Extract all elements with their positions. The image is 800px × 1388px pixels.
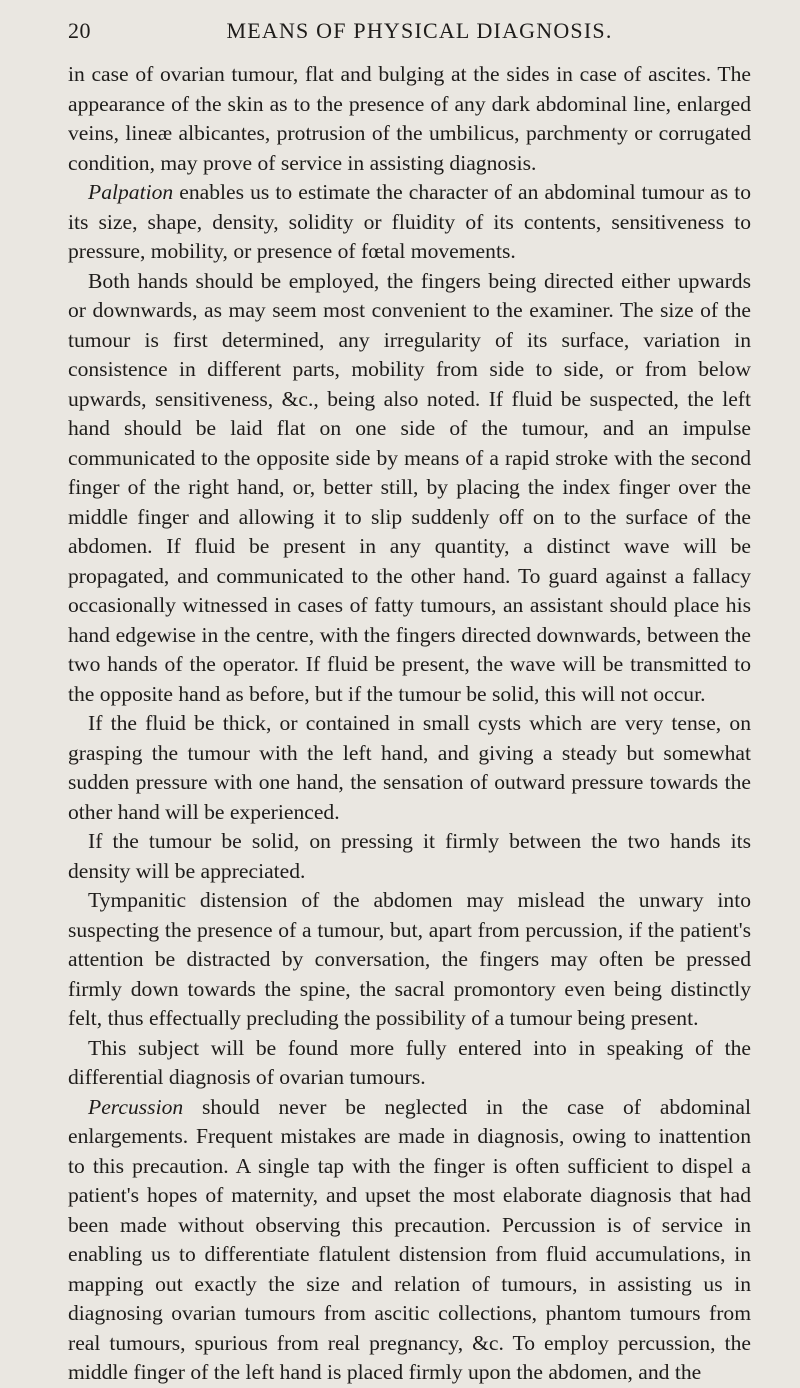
paragraph-text: If the tumour be solid, on pressing it firmly between the two hands its density will be appreciated. (68, 829, 751, 883)
paragraph-text: Both hands should be employed, the fingers being directed either upwards or downwards, as may seem most convenient to the examiner. The size of the tumour is first determined, any irregularity of its surface, variation in consistence in different parts, mobility from side to side, or from below upwards, sensitiveness, &c., being also noted. If fluid be suspected, the left hand should be laid flat on one side of the tumour, and an impulse communicated to the opposite side by means of a rapid stroke with the second finger of the right hand, or, better still, by placing the index finger over the middle finger and allowing it to slip suddenly off on to the surface of the abdomen. If fluid be present in any quantity, a distinct wave will be propagated, and communicated to the other hand. To guard against a fallacy occasionally witnessed in cases of fatty tumours, an assistant should place his hand edgewise in the centre, with the fingers directed downwards, between the two hands of the operator. If fluid be present, the wave will be transmitted to the opposite hand as before, but if the tumour be solid, this will not occur. (68, 268, 751, 706)
paragraph-text: should never be neglected in the case of abdominal enlargements. Frequent mistakes are made in diagnosis, owing to inattention to this precaution. A single tap with the finger is often sufficient to dispel a patient's hopes of maternity, and upset the most elaborate diagnosis that had been made without observing this precaution. Percussion is of service in enabling us to differentiate flatulent distension from fluid accumulations, in mapping out exactly the size and relation of tumours, in assisting us in diagnosing ovarian tumours from ascitic collections, phantom tumours from real tumours, spurious from real pregnancy, &c. To employ percussion, the middle finger of the left hand is placed firmly upon the abdomen, and the (68, 1094, 751, 1384)
paragraph (68, 709, 751, 827)
paragraph-percussion (68, 1093, 751, 1388)
paragraph-text: in case of ovarian tumour, flat and bulging at the sides in case of ascites. The appearance of the skin as to the presence of any dark abdominal line, enlarged veins, lineæ albicantes, protrusion of the umbilicus, parchmenty or corrugated condition, may prove of service in assisting diagnosis. (68, 62, 751, 175)
running-title: MEANS OF PHYSICAL DIAGNOSIS. (226, 18, 613, 43)
paragraph-text: enables us to estimate the character of an abdominal tumour as to its size, shape, density, solidity or fluidity of its contents, sensitiveness to pressure, mobility, or presence of fœtal movements. (68, 180, 751, 263)
paragraph-text: Tympanitic distension of the abdomen may mislead the unwary into suspecting the presence of a tumour, but, apart from percussion, if the patient's attention be distracted by conversation, the fingers may often be pressed firmly down towards the spine, the sacral promontory even being distinctly felt, thus effectually precluding the possibility of a tumour being present. (68, 888, 751, 1030)
running-head (68, 14, 751, 60)
paragraph (68, 267, 751, 710)
paragraph-continued (68, 60, 751, 178)
paragraph (68, 886, 751, 1034)
paragraph (68, 1034, 751, 1093)
term-percussion: Percussion (88, 1094, 184, 1119)
page-number: 20 (68, 18, 91, 43)
paragraph-palpation (68, 178, 751, 267)
paragraph (68, 827, 751, 886)
term-palpation: Palpation (88, 180, 174, 204)
body-text (68, 60, 751, 1388)
paragraph-text: This subject will be found more fully entered into in speaking of the differential diagnosis of ovarian tumours. (68, 1035, 751, 1089)
paragraph-text: If the fluid be thick, or contained in small cysts which are very tense, on grasping the tumour with the left hand, and giving a steady but somewhat sudden pressure with one hand, the sensation of outward pressure towards the other hand will be experienced. (68, 711, 751, 824)
